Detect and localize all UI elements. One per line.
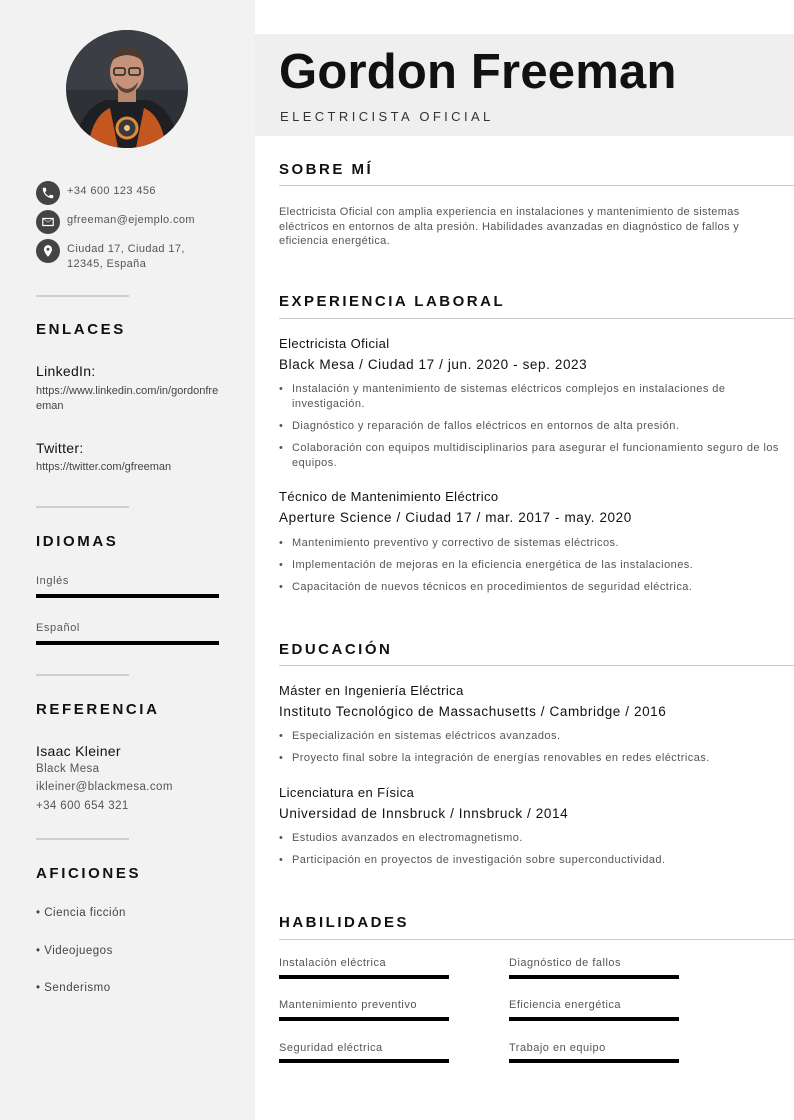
bullet-item: • Diagnóstico y reparación de fallos eléctricos en entornos de alta presión. (279, 419, 779, 434)
job-role: Técnico de Mantenimiento Eléctrico (279, 489, 499, 504)
language-level-bar (36, 594, 219, 598)
education-heading: EDUCACIÓN (279, 641, 393, 658)
contact-email-row (36, 210, 212, 234)
hobby-label: Senderismo (44, 982, 111, 994)
skill-level-fill (509, 975, 679, 979)
profile-photo (66, 30, 188, 148)
job-title: ELECTRICISTA OFICIAL (280, 109, 494, 124)
hobby-item: • Senderismo (36, 982, 111, 994)
contact-address-row (36, 239, 212, 272)
bullet-item: • Implementación de mejoras en la eficiencia energética de las instalaciones. (279, 558, 779, 573)
degree-bullets (279, 831, 779, 868)
mail-icon (36, 210, 60, 234)
degree-institution: Instituto Tecnológico de Massachusetts / Cambridge / 2016 (279, 704, 667, 719)
job-bullets (279, 382, 779, 471)
person-name: Gordon Freeman (279, 45, 677, 99)
bullet-item: • Colaboración con equipos multidisciplinarios para asegurar el funcionamiento seguro de los equipos. (279, 441, 779, 471)
bullet-item: • Instalación y mantenimiento de sistemas eléctricos complejos en instalaciones de investigación. (279, 382, 779, 412)
sidebar (0, 0, 255, 1120)
reference-company: Black Mesa (36, 763, 100, 775)
skills-heading: HABILIDADES (279, 914, 410, 931)
language-level-fill (36, 594, 219, 598)
linkedin-label: LinkedIn: (36, 363, 96, 379)
hobby-label: Ciencia ficción (44, 907, 126, 919)
skill-level-fill (279, 975, 449, 979)
bullet-item: • Capacitación de nuevos técnicos en procedimientos de seguridad eléctrica. (279, 580, 779, 595)
experience-heading: EXPERIENCIA LABORAL (279, 293, 506, 310)
language-level-fill (36, 641, 219, 645)
contact-address: Ciudad 17, Ciudad 17, 12345, España (67, 243, 185, 270)
reference-email[interactable]: ikleiner@blackmesa.com (36, 781, 173, 793)
hobby-label: Videojuegos (44, 945, 113, 957)
skill-level-bar (279, 1017, 449, 1021)
job-role: Electricista Oficial (279, 336, 390, 351)
reference-heading: REFERENCIA (36, 701, 160, 718)
skill-level-fill (509, 1059, 679, 1063)
location-pin-icon (36, 239, 60, 263)
degree-institution: Universidad de Innsbruck / Innsbruck / 2014 (279, 806, 569, 821)
skill-level-bar (279, 975, 449, 979)
twitter-link[interactable]: https://twitter.com/gfreeman (36, 461, 172, 473)
contact-phone-row (36, 181, 212, 205)
degree-title: Licenciatura en Física (279, 785, 415, 800)
skill-level-bar (509, 975, 679, 979)
section-divider (279, 939, 794, 940)
section-divider (279, 185, 794, 186)
job-company: Aperture Science / Ciudad 17 / mar. 2017 - may. 2020 (279, 510, 632, 525)
bullet-item: • Proyecto final sobre la integración de energías renovables en redes eléctricas. (279, 751, 779, 766)
skill-name: Eficiencia energética (509, 999, 622, 1011)
degree-title: Máster en Ingeniería Eléctrica (279, 683, 464, 698)
bullet-item: • Mantenimiento preventivo y correctivo de sistemas eléctricos. (279, 536, 779, 551)
about-heading: SOBRE MÍ (279, 161, 374, 178)
skill-level-fill (509, 1017, 679, 1021)
phone-icon (36, 181, 60, 205)
job-company: Black Mesa / Ciudad 17 / jun. 2020 - sep. 2023 (279, 357, 588, 372)
section-divider (279, 318, 794, 319)
links-heading: ENLACES (36, 321, 126, 338)
skill-level-bar (279, 1059, 449, 1063)
sidebar-divider (36, 295, 129, 297)
skill-level-fill (279, 1017, 449, 1021)
contact-phone[interactable]: +34 600 123 456 (67, 185, 156, 197)
reference-name: Isaac Kleiner (36, 743, 121, 759)
skill-level-fill (279, 1059, 449, 1063)
sidebar-divider (36, 838, 129, 840)
language-name: Inglés (36, 575, 69, 587)
hobby-item: • Videojuegos (36, 945, 113, 957)
bullet-item: • Estudios avanzados en electromagnetismo. (279, 831, 779, 846)
skill-name: Mantenimiento preventivo (279, 999, 417, 1011)
skill-name: Diagnóstico de fallos (509, 957, 622, 969)
bullet-item: • Participación en proyectos de investigación sobre superconductividad. (279, 853, 779, 868)
skill-level-bar (509, 1059, 679, 1063)
sidebar-divider (36, 674, 129, 676)
section-divider (279, 665, 794, 666)
job-bullets (279, 536, 779, 595)
language-name: Español (36, 622, 80, 634)
about-text: Electricista Oficial con amplia experiencia en instalaciones y mantenimiento de sistemas eléctricos en entornos de alta presión. Habilidades avanzadas en diagnóstico de fallos y eficiencia energética. (279, 206, 740, 247)
skill-level-bar (509, 1017, 679, 1021)
languages-heading: IDIOMAS (36, 533, 119, 550)
sidebar-divider (36, 506, 129, 508)
hobby-item: • Ciencia ficción (36, 907, 126, 919)
bullet-item: • Especialización en sistemas eléctricos avanzados. (279, 729, 779, 744)
hobbies-heading: AFICIONES (36, 865, 142, 882)
reference-phone[interactable]: +34 600 654 321 (36, 800, 129, 812)
skill-name: Instalación eléctrica (279, 957, 387, 969)
skill-name: Trabajo en equipo (509, 1042, 606, 1054)
skill-name: Seguridad eléctrica (279, 1042, 383, 1054)
language-level-bar (36, 641, 219, 645)
degree-bullets (279, 729, 779, 766)
twitter-label: Twitter: (36, 440, 84, 456)
contact-email[interactable]: gfreeman@ejemplo.com (67, 214, 195, 226)
linkedin-link[interactable]: https://www.linkedin.com/in/gordonfreeman (36, 385, 219, 412)
